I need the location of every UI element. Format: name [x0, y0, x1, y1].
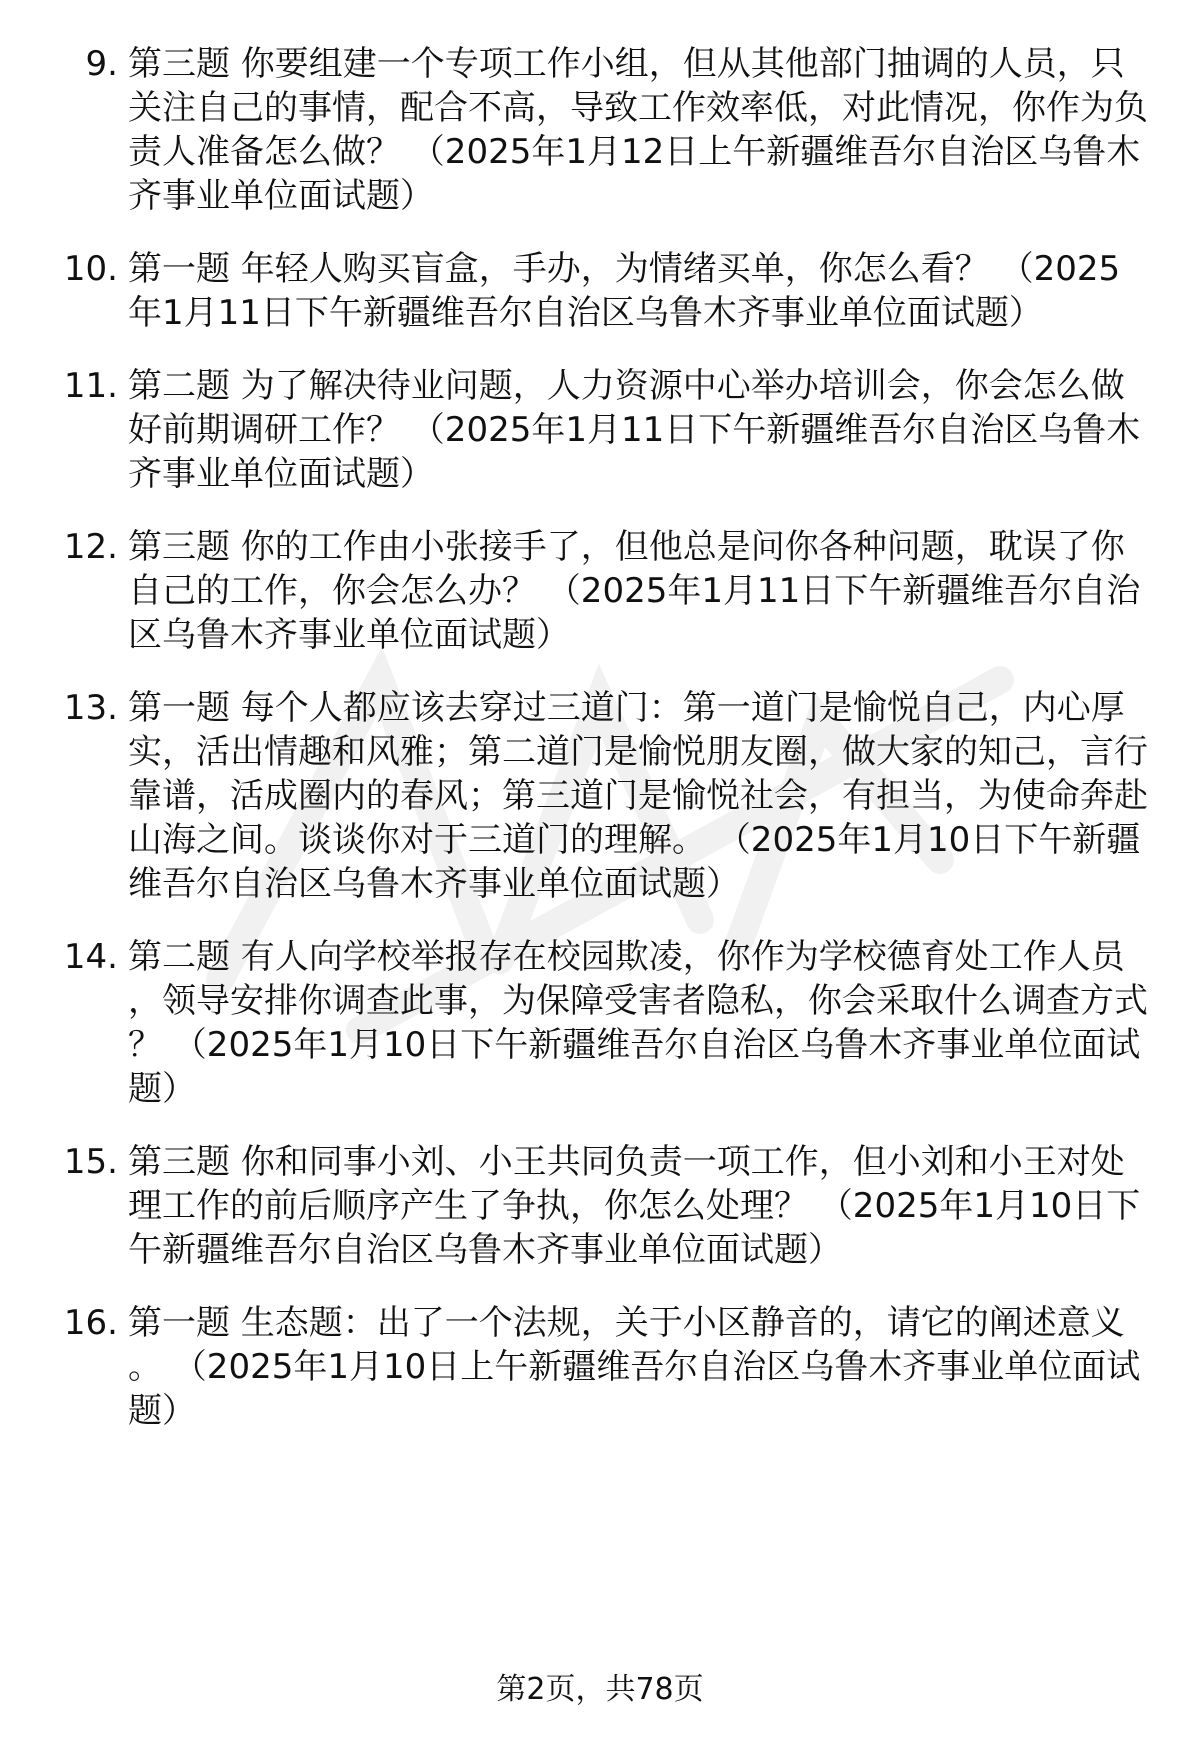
list-item — [50, 364, 1150, 496]
question-text: 第三题 你要组建一个专项工作小组，但从其他部门抽调的人员，只关注自己的事情，配合不高，导致工作效率低，对此情况，你作为负责人准备怎么做？ （2025年1月12日上午新疆维吾尔自治区乌鲁木齐事业单位面试题） — [128, 44, 1148, 216]
list-item — [50, 935, 1150, 1111]
list-item — [50, 247, 1150, 335]
question-text: 第二题 为了解决待业问题，人力资源中心举办培训会，你会怎么做好前期调研工作？ （2025年1月11日下午新疆维吾尔自治区乌鲁木齐事业单位面试题） — [128, 366, 1141, 494]
list-item — [50, 525, 1150, 657]
list-item — [50, 686, 1150, 906]
question-text: 第一题 每个人都应该去穿过三道门：第一道门是愉悦自己，内心厚实，活出情趣和风雅；第二道门是愉悦朋友圈，做大家的知己，言行靠谱，活成圈内的春风；第三道门是愉悦社会，有担当，为使命奔赴山海之间。谈谈你对于三道门的理解。 （2025年1月10日下午新疆维吾尔自治区乌鲁木齐事业单位面试题） — [128, 688, 1148, 904]
question-number: 12. — [63, 527, 118, 567]
list-item — [50, 1301, 1150, 1433]
question-text: 第一题 年轻人购买盲盒，手办，为情绪买单，你怎么看？ （2025年1月11日下午新疆维吾尔自治区乌鲁木齐事业单位面试题） — [128, 249, 1121, 333]
question-number: 13. — [63, 688, 118, 728]
question-number: 10. — [63, 249, 118, 289]
question-number: 16. — [63, 1303, 118, 1343]
list-item — [50, 1140, 1150, 1272]
question-number: 11. — [63, 366, 118, 406]
question-list — [50, 42, 1150, 1433]
question-number: 14. — [63, 937, 118, 977]
question-text: 第二题 有人向学校举报存在校园欺凌，你作为学校德育处工作人员，领导安排你调查此事，为保障受害者隐私，你会采取什么调查方式？ （2025年1月10日下午新疆维吾尔自治区乌鲁木齐事业单位面试题） — [128, 937, 1148, 1109]
list-item — [50, 42, 1150, 218]
page-number-label: 第2页，共78页 — [496, 1672, 704, 1707]
question-number: 9. — [85, 44, 118, 84]
question-text: 第三题 你和同事小刘、小王共同负责一项工作，但小刘和小王对处理工作的前后顺序产生了争执，你怎么处理？ （2025年1月10日下午新疆维吾尔自治区乌鲁木齐事业单位面试题） — [128, 1142, 1141, 1270]
page-footer — [0, 1670, 1200, 1710]
question-text: 第一题 生态题：出了一个法规，关于小区静音的，请它的阐述意义。 （2025年1月10日上午新疆维吾尔自治区乌鲁木齐事业单位面试题） — [128, 1303, 1141, 1431]
question-number: 15. — [63, 1142, 118, 1182]
question-text: 第三题 你的工作由小张接手了，但他总是问你各种问题，耽误了你自己的工作，你会怎么办？ （2025年1月11日下午新疆维吾尔自治区乌鲁木齐事业单位面试题） — [128, 527, 1141, 655]
